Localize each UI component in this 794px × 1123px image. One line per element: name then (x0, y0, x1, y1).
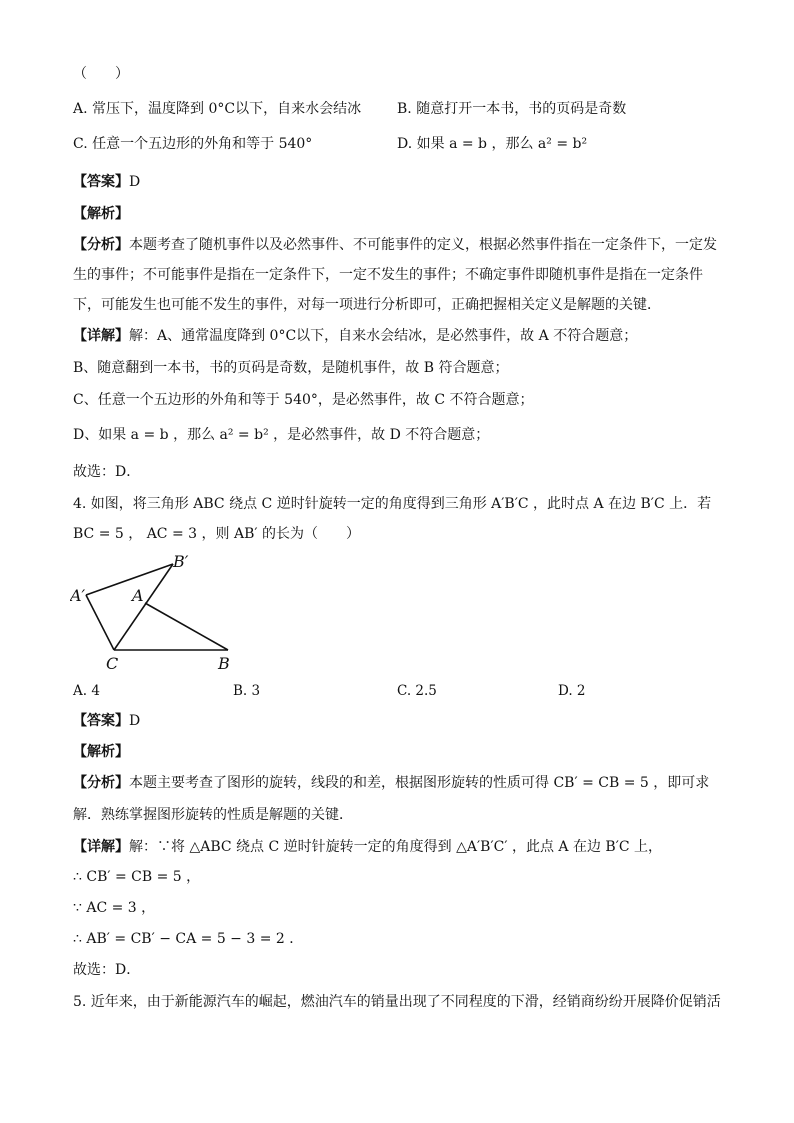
q4-stem-line-2: BC = 5 ， AC = 3 ，则 AB′ 的长为（ ） (73, 526, 360, 542)
q4-choice-a: A. 4 (73, 683, 100, 699)
fenxi-text: 本题考查了随机事件以及必然事件、不可能事件的定义，根据必然事件指在一定条件下，一定发 (129, 237, 717, 253)
q4-stem-line-1: 4. 如图，将三角形 ABC 绕点 C 逆时针旋转一定的角度得到三角形 A′B′C ，此时点 A 在边 B′C 上．若 (73, 496, 712, 512)
q4-choice-b: B. 3 (233, 683, 261, 699)
label-c: C (106, 654, 119, 673)
q3-detail-line-4: D、如果 a = b ，那么 a² = b² ，是必然事件，故 D 不符合题意； (73, 427, 490, 443)
q3-fenxi-line-2: 生的事件；不可能事件是指在一定条件下，一定不发生的事件；不确定事件即随机事件是指在一定条件 (73, 267, 703, 283)
q4-fenxi-line-2: 解．熟练掌握图形旋转的性质是解题的关键． (73, 807, 353, 823)
q3-option-b: B. 随意打开一本书，书的页码是奇数 (397, 101, 627, 117)
q3-fenxi-line-1 (73, 235, 717, 255)
detail-text: 解：∵将 △ABC 绕点 C 逆时针旋转一定的角度得到 △A′B′C′ ，此点 A 在边 B′C 上， (129, 839, 663, 855)
fenxi-tag: 【分析】 (73, 237, 129, 253)
q3-fenxi-line-3: 下，可能发生也可能不发生的事件，对每一项进行分析即可，正确把握相关定义是解题的关键． (73, 297, 661, 313)
q5-stem-line-1: 5. 近年来，由于新能源汽车的崛起，燃油汽车的销量出现了不同程度的下滑，经销商纷纷开展降价促销活 (73, 994, 721, 1010)
q4-choice-d: D. 2 (558, 683, 586, 699)
q4-figure (70, 550, 250, 675)
q3-choose: 故选：D． (73, 464, 141, 480)
q3-detail-line-3: C、任意一个五边形的外角和等于 540°，是必然事件，故 C 不符合题意； (73, 392, 534, 408)
segment-ap-bp (86, 564, 173, 595)
label-a: A (132, 586, 144, 605)
q3-paren: （ ） (73, 66, 129, 82)
fenxi-text: 本题主要考查了图形的旋转，线段的和差，根据图形旋转的性质可得 CB′ = CB = 5 ，即可求 (129, 775, 710, 791)
q4-detail-line-1 (73, 837, 662, 857)
answer-value: D (129, 174, 141, 190)
q4-detail-line-3: ∵ AC = 3 ， (73, 900, 156, 916)
q4-choose: 故选：D． (73, 962, 141, 978)
answer-value: D (129, 713, 141, 729)
q3-option-d: D. 如果 a = b ，那么 a² = b² (397, 136, 588, 152)
detail-tag: 【详解】 (73, 839, 129, 855)
answer-tag: 【答案】 (73, 174, 129, 190)
segment-ap-c (86, 595, 114, 650)
q4-fenxi-line-1 (73, 773, 709, 793)
label-b: B (218, 654, 230, 673)
analysis-tag: 【解析】 (73, 206, 129, 222)
q3-detail-line-2: B、随意翻到一本书，书的页码是奇数，是随机事件，故 B 符合题意； (73, 360, 509, 376)
q3-answer (73, 172, 140, 192)
q3-option-a: A. 常压下，温度降到 0°C以下，自来水会结冰 (73, 101, 362, 117)
segment-a-b (145, 603, 228, 650)
segment-c-bp (114, 564, 173, 650)
q3-detail-line-1 (73, 326, 637, 346)
q4-analysis-heading (73, 742, 129, 762)
detail-text: 解：A、通常温度降到 0°C以下，自来水会结冰，是必然事件，故 A 不符合题意； (129, 328, 638, 344)
label-b-prime: B′ (173, 552, 189, 571)
q4-detail-line-4: ∴ AB′ = CB′ − CA = 5 − 3 = 2 ． (73, 931, 304, 947)
q3-option-c: C. 任意一个五边形的外角和等于 540° (73, 136, 313, 152)
answer-tag: 【答案】 (73, 713, 129, 729)
q4-answer (73, 711, 140, 731)
q3-analysis-heading (73, 204, 129, 224)
label-a-prime: A′ (70, 586, 86, 605)
q4-choice-c: C. 2.5 (397, 683, 437, 699)
detail-tag: 【详解】 (73, 328, 129, 344)
analysis-tag: 【解析】 (73, 744, 129, 760)
fenxi-tag: 【分析】 (73, 775, 129, 791)
q4-detail-line-2: ∴ CB′ = CB = 5 ， (73, 869, 201, 885)
